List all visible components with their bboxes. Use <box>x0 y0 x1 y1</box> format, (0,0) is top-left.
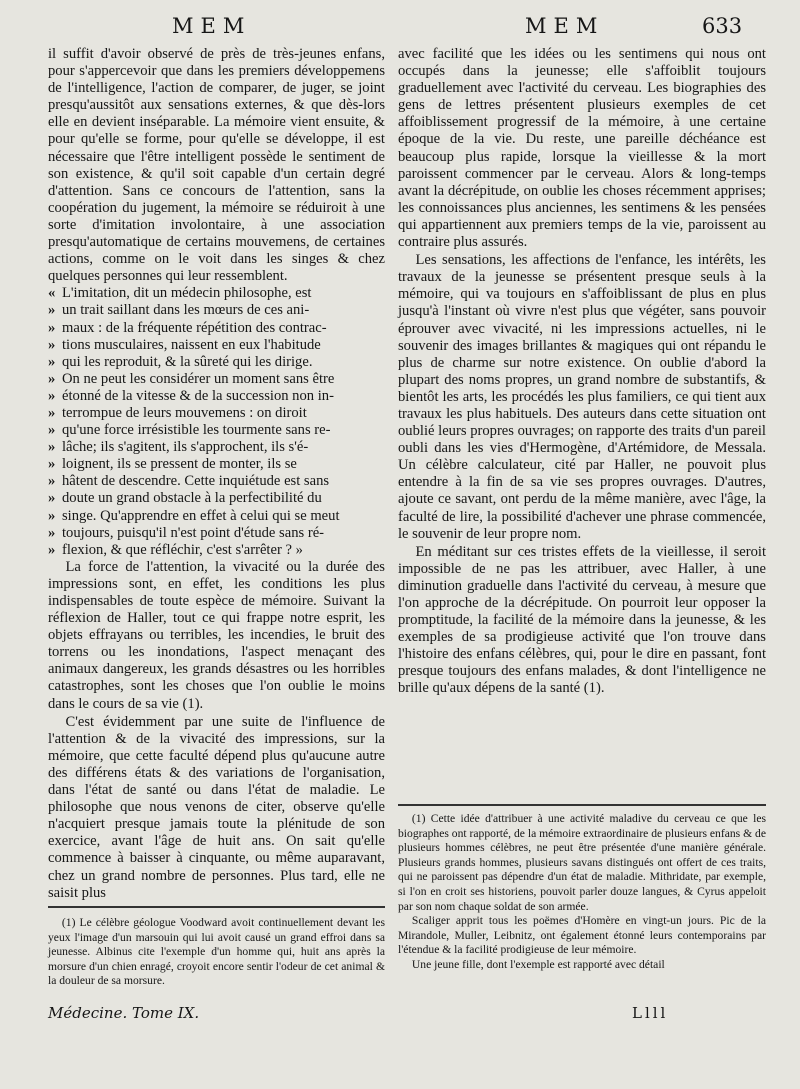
quote-text: tions musculaires, naissent en eux l'habitude <box>62 336 321 353</box>
quote-mark: » <box>48 336 56 353</box>
quote-text: flexion, & que réfléchir, c'est s'arrêter ? » <box>62 541 303 558</box>
quote-line <box>48 439 385 456</box>
quote-text: L'imitation, dit un médecin philosophe, est <box>62 285 312 302</box>
quote-mark: « <box>48 285 56 302</box>
quote-mark: » <box>48 422 56 439</box>
quote-line <box>48 337 385 354</box>
quote-text: doute un grand obstacle à la perfectibilité du <box>62 490 322 507</box>
quote-mark: » <box>48 439 56 456</box>
volume-label: Médecine. Tome IX. <box>48 1004 200 1022</box>
quote-line <box>48 405 385 422</box>
paragraph: C'est évidemment par une suite de l'influence de l'attention & de la vivacité des impressions, sur la mémoire, que cette faculté dépend plus qu'aucune autre des différens états & des variations de l'organisation, dans l'état de santé ou dans l'état de maladie. Le philosophe que nous venons de citer, observe qu'elle n'acquiert presque jamais toute la plénitude de son exercice, avant l'âge de huit ans. On sait qu'elle commence à baisser à cinquante, ou même auparavant, chez un grand nombre de personnes. Plus tard, elle ne saisit plus <box>48 713 385 901</box>
footnote-divider-left <box>48 906 385 908</box>
quote-line <box>48 320 385 337</box>
quote-line <box>48 371 385 388</box>
quote-mark: » <box>48 524 56 541</box>
right-column <box>398 46 766 698</box>
quote-text: qu'une force irrésistible les tourmente sans re- <box>62 422 331 439</box>
quote-line <box>48 354 385 371</box>
quote-mark: » <box>48 541 56 558</box>
quote-mark: » <box>48 490 56 507</box>
footnote-text: (1) Le célèbre géologue Voodward avoit continuellement devant les yeux l'image d'un marsouin qui lui avoit causé un grand effroi dans sa jeunesse. Albinus cite l'exemple d'un homme qui, huit ans après la morsure d'un chien enragé, croyoit encore sentir l'odeur de cet animal & la douleur de sa morsure. <box>48 916 385 988</box>
quote-text: un trait saillant dans les mœurs de ces ani- <box>62 302 310 319</box>
footnote-right <box>398 812 766 973</box>
running-head-left: MEM <box>172 14 252 38</box>
quote-line <box>48 473 385 490</box>
quote-text: On ne peut les considérer un moment sans être <box>62 370 335 387</box>
quote-mark: » <box>48 353 56 370</box>
quote-mark: » <box>48 302 56 319</box>
quote-text: hâtent de descendre. Cette inquiétude est sans <box>62 473 330 490</box>
left-column <box>48 46 385 902</box>
page-number: 633 <box>702 14 743 38</box>
footnote-text: Une jeune fille, dont l'exemple est rapporté avec détail <box>411 957 665 971</box>
quote-text: maux : de la fréquente répétition des contrac- <box>62 319 327 336</box>
quote-line <box>48 302 385 319</box>
quote-text: qui les reproduit, & la sûreté qui les dirige. <box>62 353 313 370</box>
quote-line <box>48 388 385 405</box>
paragraph: La force de l'attention, la vivacité ou la durée des impressions sont, en effet, les conditions les plus indispensables de toute espèce de mémoire. Suivant la réflexion de Haller, tout ce qui frappe notre esprit, les objets effrayans ou terribles, les incendies, le bruit des torrens ou les inondations, l'aspect menaçant des animaux dangereux, les grands désastres ou les horribles catastrophes, sont les choses que l'on oublie le moins dans le cours de sa vie (1). <box>48 558 385 712</box>
quote-line <box>48 422 385 439</box>
quote-line <box>48 456 385 473</box>
quote-mark: » <box>48 387 56 404</box>
paragraph: En méditant sur ces tristes effets de la vieillesse, il seroit impossible de ne pas les attribuer, avec Haller, à une diminution graduelle dans l'activité du cerveau, à mesure que l'on approche de la décrépitude. On pourroit leur opposer la promptitude, la facilité de la mémoire dans la jeunesse, & les exemples de sa prodigieuse activité que l'on trouve dans l'histoire des enfans célèbres, qui, pour le dire en passant, font presque toujours des enfans malades, & dont l'intelligence ne brille qu'aux dépens de la santé (1). <box>398 543 766 697</box>
footnote-text: (1) Cette idée d'attribuer à une activité maladive du cerveau ce que les biographes ont rapporté, de la mémoire extraordinaire de plusieurs enfans & de plusieurs hommes célèbres, ne peut être présentée d'une manière générale. Plusieurs grands hommes, plusieurs savans distingués ont offert de ces traits, qui ne paroissent pas dépendre d'un état de maladie. Mithridate, par exemple, si l'on en croit ses historiens, pouvoit parler douze langues, & Cyrus appeloit par son nom chaque soldat de son armée. <box>398 812 766 913</box>
quote-line <box>48 490 385 507</box>
quote-mark: » <box>48 319 56 336</box>
running-head-right: MEM <box>525 14 605 38</box>
signature-mark: Llll <box>632 1004 669 1022</box>
quote-mark: » <box>48 473 56 490</box>
quote-mark: » <box>48 456 56 473</box>
quote-text: terrompue de leurs mouvemens : on diroit <box>62 404 307 421</box>
quote-line <box>48 508 385 525</box>
paragraph: avec facilité que les idées ou les sentimens qui nous ont occupés dans la jeunesse; elle s'affoiblit toujours graduellement avec l'activité du cerveau. Les biographies des gens de lettres présentent plusieurs exemples de cet affoiblissement progressif de la mémoire, à une certaine époque de la vie. Du reste, une pareille déchéance est beaucoup plus rapide, lorsque la vieillesse & la mort paroissent commencer par le cerveau. Alors & long-temps avant la décrépitude, on oublie les choses récemment apprises; les connoissances plus anciennes, les sentimens & les pensées qui appartiennent aux premiers temps de la vie, paroissent au contraire plus assurés. <box>398 46 766 251</box>
footnote-left <box>48 916 385 989</box>
quote-text: étonné de la vitesse & de la succession non in- <box>62 387 334 404</box>
running-header <box>0 14 800 44</box>
quote-text: lâche; ils s'agitent, ils s'approchent, ils s'é- <box>62 439 309 456</box>
paragraph: il suffit d'avoir observé de près de très-jeunes enfans, pour s'appercevoir que dans les premiers développemens de l'intelligence, l'action de comparer, de juger, se joint presqu'aussitôt aux sensations externes, & que dès-lors elle en devient inséparable. La mémoire vient ensuite, & pour qu'elle se forme, pour qu'elle se développe, il est nécessaire que l'être intelligent possède le sentiment de son existence, & qu'il soit capable d'un certain degré d'attention. Sans ce concours de l'attention, sans la coopération du jugement, la mémoire se réduiroit à une sorte d'imitation involontaire, à une association presqu'automatique de certains mouvemens, de certaines actions, comme on le voit dans les singes & chez quelques personnes qui leur ressemblent. <box>48 46 385 285</box>
quote-mark: » <box>48 507 56 524</box>
quote-text: loignent, ils se pressent de monter, ils se <box>62 456 297 473</box>
quote-line <box>48 542 385 559</box>
quote-text: toujours, puisqu'il n'est point d'étude sans ré- <box>62 524 325 541</box>
footnote-divider-right <box>398 804 766 806</box>
paragraph: Les sensations, les affections de l'enfance, les intérêts, les travaux de la jeunesse se présentent presque seuls à la mémoire, qui va toujours en s'affoiblissant de plus en plus jusqu'à l'instant où vivre n'est plus que végéter, sans pouvoir éprouver avec vivacité, ni les impressions actuelles, ni le souvenir des images brillantes & magiques qui ont répandu le plus de charme sur notre existence. On oublie d'abord la plupart des noms propres, un grand nombre de substantifs, & bientôt les arts, les procédés les plus familiers, ce qui tient aux travaux les plus habituels. Des auteurs dans cette situation ont oublié leurs propres ouvrages; on rapporte des traits d'un pareil oubli dans les vies d'Hermogène, d'Artémidore, de Messala. Un célèbre calculateur, cité par Haller, ne pouvoit plus entendre à la fin de sa vie ses propres ouvrages. D'autres, ajoute ce savant, ont perdu de la même manière, avec l'âge, la faculté de lire, la possibilité d'achever une phrase commencée, le souvenir de leur propre nom. <box>398 252 766 542</box>
footnote-text: Scaliger apprit tous les poëmes d'Homère en vingt-un jours. Pic de la Mirandole, Muller, Leibnitz, ont également étonné leurs contemporains par l'étendue & la facilité prodigieuse de leur mémoire. <box>398 914 766 957</box>
quote-mark: » <box>48 370 56 387</box>
quote-line <box>48 525 385 542</box>
quotation-block <box>48 285 385 559</box>
quote-mark: » <box>48 404 56 421</box>
quote-line <box>48 285 385 302</box>
quote-text: singe. Qu'apprendre en effet à celui qui se meut <box>62 507 340 524</box>
